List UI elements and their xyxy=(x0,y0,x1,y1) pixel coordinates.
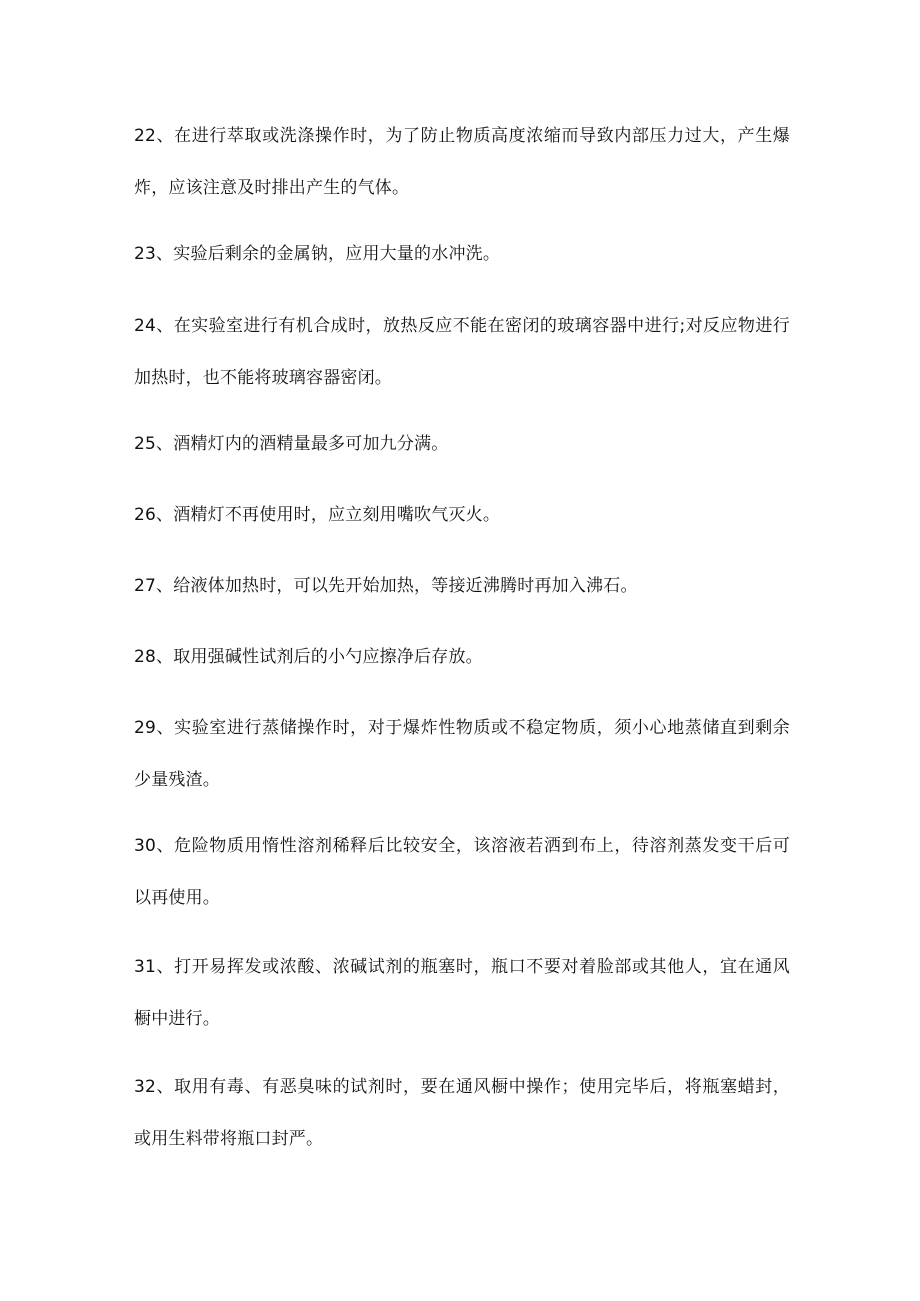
list-item xyxy=(134,941,790,1045)
item-number: 22 xyxy=(134,126,157,146)
list-item xyxy=(134,560,790,612)
item-number: 23 xyxy=(134,244,157,264)
item-text: 取用有毒、有恶臭味的试剂时，要在通风橱中操作；使用完毕后，将瓶塞蜡封，或用生料带将瓶口封严。 xyxy=(134,1077,791,1149)
item-text: 实验后剩余的金属钠，应用大量的水冲洗。 xyxy=(173,244,501,264)
list-item xyxy=(134,631,790,683)
item-text: 实验室进行蒸储操作时，对于爆炸性物质或不稳定物质，须小心地蒸储直到剩余少量残渣。 xyxy=(134,718,791,790)
item-number: 29 xyxy=(134,718,157,738)
item-text: 在进行萃取或洗涤操作时，为了防止物质高度浓缩而导致内部压力过大，产生爆炸，应该注意及时排出产生的气体。 xyxy=(134,126,791,198)
item-text: 酒精灯不再使用时，应立刻用嘴吹气灭火。 xyxy=(173,505,501,525)
item-number: 27 xyxy=(134,576,157,596)
item-text: 取用强碱性试剂后的小勺应擦净后存放。 xyxy=(173,647,483,667)
item-number: 28 xyxy=(134,647,157,667)
item-number: 32 xyxy=(134,1077,157,1097)
item-separator: 、 xyxy=(156,576,174,596)
list-item xyxy=(134,489,790,541)
item-number: 24 xyxy=(134,316,157,336)
list-item xyxy=(134,110,790,214)
list-item xyxy=(134,820,790,924)
item-text: 给液体加热时，可以先开始加热，等接近沸腾时再加入沸石。 xyxy=(173,576,638,596)
item-text: 危险物质用惰性溶剂稀释后比较安全，该溶液若洒到布上，待溶剂蒸发变干后可以再使用。 xyxy=(134,836,791,908)
list-item xyxy=(134,300,790,404)
item-text: 在实验室进行有机合成时，放热反应不能在密闭的玻璃容器中进行;对反应物进行加热时，也不能将玻璃容器密闭。 xyxy=(134,316,790,388)
list-item xyxy=(134,228,790,280)
item-separator: 、 xyxy=(156,316,174,336)
item-separator: 、 xyxy=(156,836,175,856)
list-item xyxy=(134,1061,790,1165)
item-separator: 、 xyxy=(156,957,175,977)
list-item xyxy=(134,418,790,470)
list-item xyxy=(134,702,790,806)
item-separator: 、 xyxy=(156,505,174,525)
item-number: 25 xyxy=(134,434,157,454)
item-number: 26 xyxy=(134,505,157,525)
item-separator: 、 xyxy=(156,718,175,738)
item-separator: 、 xyxy=(156,244,174,264)
item-separator: 、 xyxy=(156,1077,175,1097)
item-number: 31 xyxy=(134,957,157,977)
item-number: 30 xyxy=(134,836,157,856)
item-text: 打开易挥发或浓酸、浓碱试剂的瓶塞时，瓶口不要对着脸部或其他人，宜在通风橱中进行。 xyxy=(134,957,791,1029)
item-separator: 、 xyxy=(156,126,175,146)
item-separator: 、 xyxy=(156,647,174,667)
item-text: 酒精灯内的酒精量最多可加九分满。 xyxy=(173,434,449,454)
item-separator: 、 xyxy=(156,434,174,454)
